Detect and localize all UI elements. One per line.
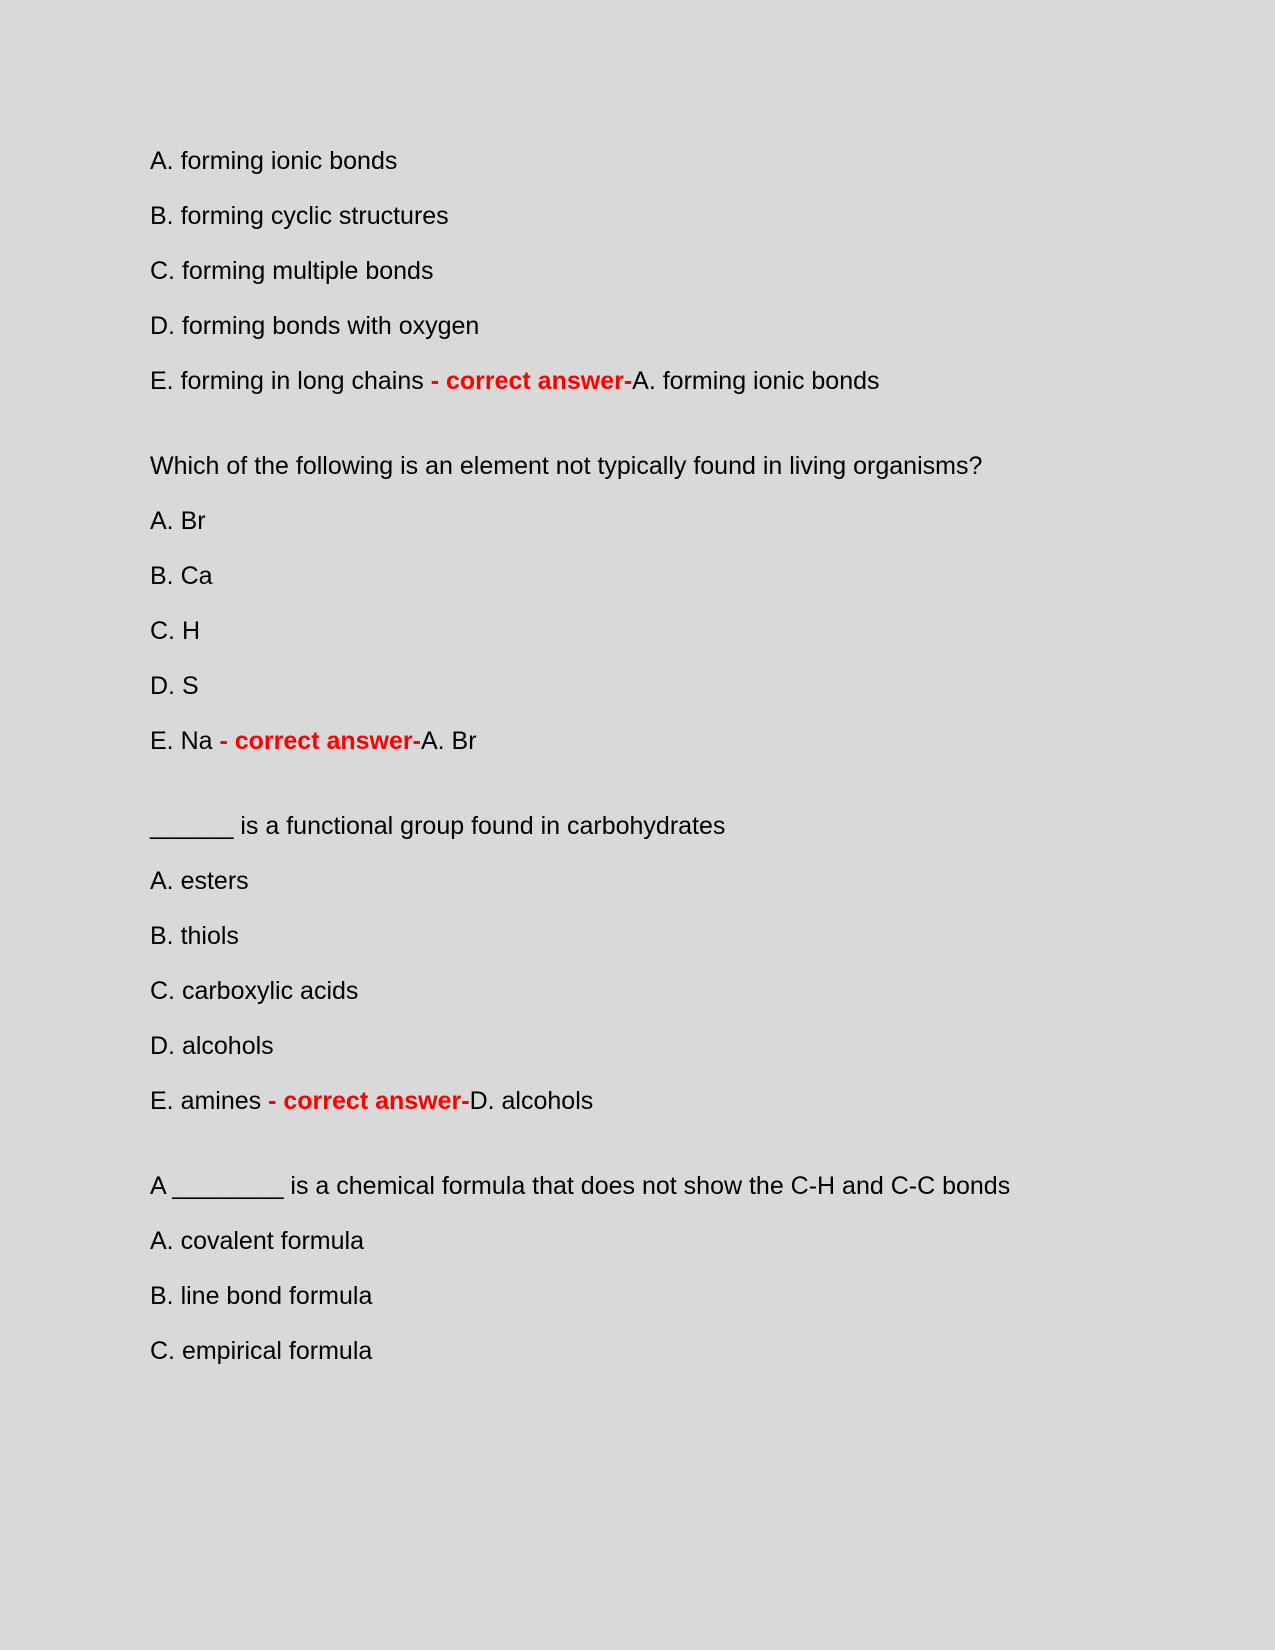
question-text: A ________ is a chemical formula that does not show the C-H and C-C bonds [150, 1172, 1011, 1200]
question-text: ______ is a functional group found in carbohydrates [150, 812, 726, 840]
option-e: E. forming in long chains [150, 367, 431, 395]
correct-answer: A. forming ionic bonds [632, 367, 880, 395]
correct-answer: D. alcohols [469, 1087, 594, 1115]
option-b: B. forming cyclic structures [150, 202, 449, 230]
option-a: A. esters [150, 867, 249, 895]
option-d: D. alcohols [150, 1032, 274, 1060]
option-e: E. Na [150, 727, 220, 755]
option-a: A. Br [150, 507, 206, 535]
option-d: D. S [150, 672, 199, 700]
question-block-3 [150, 811, 1210, 1116]
correct-answer-marker: - correct answer- [268, 1087, 470, 1115]
question-block-1 [150, 146, 1210, 396]
option-a: A. covalent formula [150, 1227, 364, 1255]
option-c: C. forming multiple bonds [150, 257, 434, 285]
correct-answer-marker: - correct answer- [219, 727, 421, 755]
correct-answer: A. Br [420, 727, 477, 755]
option-d: D. forming bonds with oxygen [150, 312, 480, 340]
option-e-with-answer [150, 726, 1210, 756]
option-b: B. thiols [150, 922, 239, 950]
option-c: C. H [150, 617, 200, 645]
question-block-2 [150, 451, 1210, 756]
correct-answer-marker: - correct answer- [430, 367, 633, 395]
question-text: Which of the following is an element not typically found in living organisms? [150, 452, 983, 480]
option-c: C. empirical formula [150, 1337, 373, 1365]
option-e-with-answer [150, 1086, 1210, 1116]
document-page [150, 146, 1210, 1421]
option-e: E. amines [150, 1087, 269, 1115]
option-b: B. line bond formula [150, 1282, 373, 1310]
option-e-with-answer [150, 366, 1210, 396]
option-c: C. carboxylic acids [150, 977, 359, 1005]
option-a: A. forming ionic bonds [150, 147, 398, 175]
option-b: B. Ca [150, 562, 213, 590]
question-block-4 [150, 1171, 1210, 1366]
